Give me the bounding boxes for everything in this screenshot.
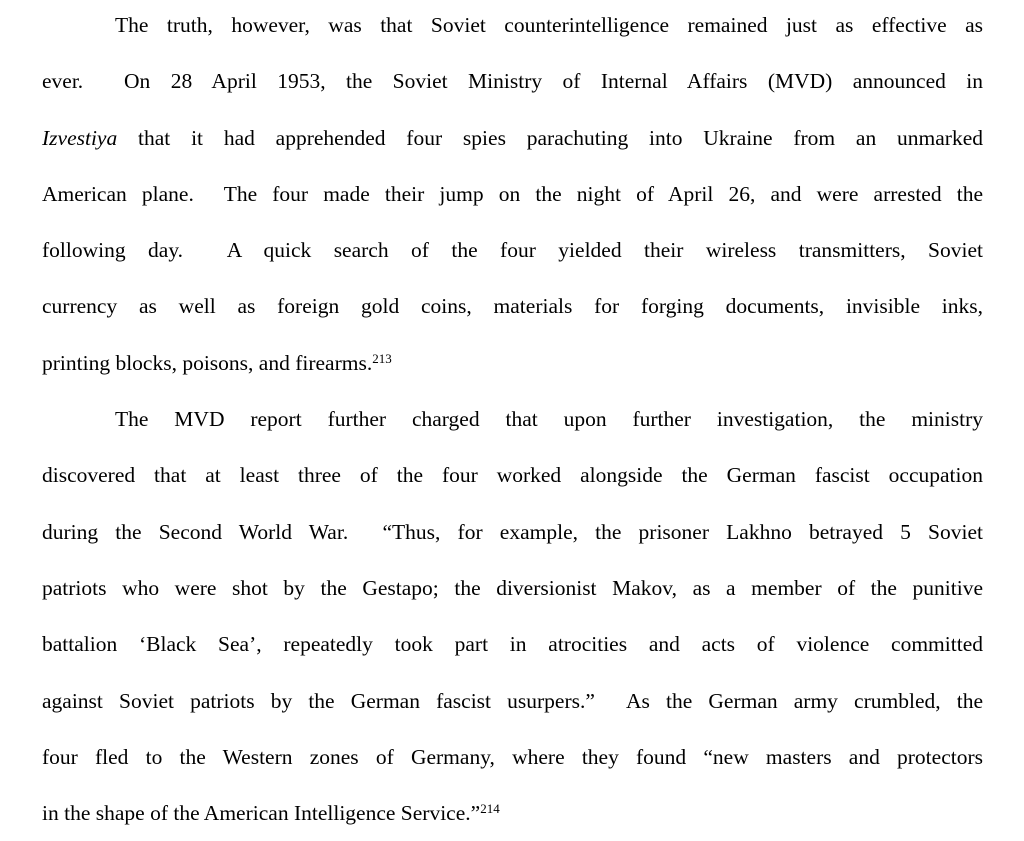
- text-run: currency as well as foreign gold coins, materials for forging documents, invisible inks,: [42, 294, 983, 319]
- text-line: [42, 447, 983, 503]
- text-run: ever. On 28 April 1953, the Soviet Ministry of Internal Affairs (MVD) announced in: [42, 69, 983, 94]
- text-line: [42, 335, 983, 391]
- text-run: against Soviet patriots by the German fascist usurpers.” As the German army crumbled, the: [42, 688, 983, 713]
- text-run: printing blocks, poisons, and firearms.: [42, 350, 373, 375]
- text-line: [42, 616, 983, 672]
- text-line: [42, 222, 983, 278]
- text-line: [42, 729, 983, 785]
- text-line: [42, 166, 983, 222]
- text-run: battalion ‘Black Sea’, repeatedly took part in atrocities and acts of violence committed: [42, 632, 983, 657]
- text-run: during the Second World War. “Thus, for example, the prisoner Lakhno betrayed 5 Soviet: [42, 519, 983, 544]
- text-line: [42, 53, 983, 109]
- text-run: discovered that at least three of the four worked alongside the German fascist occupation: [42, 463, 983, 488]
- text-line: [42, 785, 983, 841]
- text-line: [42, 0, 983, 53]
- text-run: American plane. The four made their jump on the night of April 26, and were arrested the: [42, 181, 983, 206]
- italic-publication-title: Izvestiya: [42, 125, 118, 150]
- text-run: patriots who were shot by the Gestapo; the diversionist Makov, as a member of the punitive: [42, 575, 983, 600]
- text-line: [42, 278, 983, 334]
- text-line: [42, 673, 983, 729]
- text-line: [42, 560, 983, 616]
- text-run: The MVD report further charged that upon further investigation, the ministry: [115, 407, 983, 432]
- text-run: The truth, however, was that Soviet counterintelligence remained just as effective as: [115, 13, 983, 37]
- text-run: that it had apprehended four spies parachuting into Ukraine from an unmarked: [117, 125, 983, 150]
- text-run: in the shape of the American Intelligence Service.”: [42, 801, 481, 826]
- text-run: following day. A quick search of the four yielded their wireless transmitters, Soviet: [42, 238, 983, 263]
- text-line: [42, 110, 983, 166]
- paragraph-2: [42, 391, 983, 841]
- text-line: [42, 391, 983, 447]
- text-run: four fled to the Western zones of Germany, where they found “new masters and protectors: [42, 744, 983, 769]
- footnote-reference-213: 213: [372, 350, 392, 366]
- footnote-reference-214: 214: [480, 801, 500, 817]
- text-line: [42, 504, 983, 560]
- paragraph-1: [42, 0, 983, 391]
